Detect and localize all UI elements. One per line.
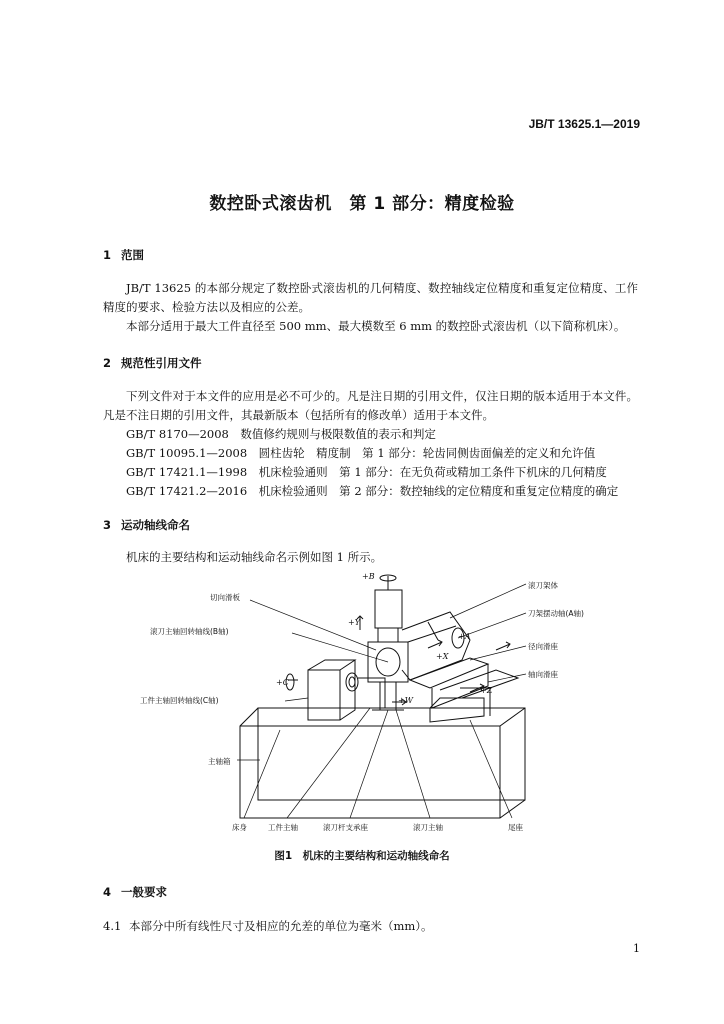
machine-diagram: [140, 570, 620, 838]
label-radial-slide: 径向滑座: [528, 642, 558, 651]
axis-label-a: +A: [458, 632, 471, 641]
paragraph: 机床的主要结构和运动轴线命名示例如图 1 所示。: [126, 550, 383, 564]
section-number: 1: [103, 248, 112, 262]
figure-caption: 图1 机床的主要结构和运动轴线命名: [274, 850, 450, 862]
axis-label-b: +B: [362, 572, 375, 581]
section-heading-2: [103, 355, 202, 371]
label-tailstock: 尾座: [508, 823, 523, 832]
label-work-spindle-axis: 工件主轴回转轴线(C轴): [140, 696, 219, 705]
section-heading-4: [103, 884, 167, 900]
section-title: 运动轴线命名: [121, 518, 190, 532]
section-3-body: [103, 548, 638, 567]
clause-number: 4.1: [103, 919, 122, 933]
label-swivel-axis: 刀架摆动轴(A轴): [528, 609, 584, 618]
section-heading-1: [103, 247, 144, 263]
label-hob-spindle: 滚刀主轴: [413, 823, 443, 832]
label-axial-slide: 轴向滑座: [528, 670, 558, 679]
paragraph: 下列文件对于本文件的应用是必不可少的。凡是注日期的引用文件，仅注日期的版本适用于本文件。凡是不注日期的引用文件，其最新版本（包括所有的修改单）适用于本文件。: [103, 389, 638, 422]
axis-label-y: +Y: [348, 618, 360, 627]
standard-number: JB/T 13625.1—2019: [528, 117, 640, 131]
section-heading-3: [103, 517, 190, 533]
section-title: 一般要求: [121, 885, 167, 899]
axis-label-z: +Z: [480, 686, 493, 695]
paragraph: 本部分适用于最大工件直径至 500 mm、最大模数至 6 mm 的数控卧式滚齿机（以下简称机床）。: [126, 319, 626, 333]
axis-label-w: +W: [398, 696, 413, 705]
section-title: 规范性引用文件: [121, 356, 202, 370]
section-2-body: [103, 387, 638, 425]
label-headstock: 主轴箱: [208, 757, 231, 766]
section-number: 3: [103, 518, 112, 532]
clause-4-1: [103, 918, 433, 934]
label-hob-spindle-axis: 滚刀主轴回转轴线(B轴): [150, 627, 229, 636]
reference-item: GB/T 8170—2008 数值修约规则与极限数值的表示和判定: [126, 427, 436, 441]
section-1-body: [103, 279, 638, 336]
axis-label-c: +C: [276, 678, 289, 687]
paragraph: JB/T 13625 的本部分规定了数控卧式滚齿机的几何精度、数控轴线定位精度和重复定位精度、工作精度的要求、检验方法以及相应的公差。: [103, 281, 638, 314]
document-title: 数控卧式滚齿机 第 1 部分：精度检验: [209, 194, 515, 214]
label-hob-arbor-support: 滚刀杆支承座: [323, 823, 368, 832]
reference-list: [126, 425, 618, 501]
section-title: 范围: [121, 248, 144, 262]
section-number: 2: [103, 356, 112, 370]
label-bed: 床身: [232, 823, 247, 832]
reference-item: GB/T 17421.2—2016 机床检验通则 第 2 部分：数控轴线的定位精度和重复定位精度的确定: [126, 484, 619, 498]
label-tangential-slide: 切向滑板: [210, 593, 240, 602]
page-number: 1: [633, 942, 640, 955]
clause-text: 本部分中所有线性尺寸及相应的允差的单位为毫米（mm）。: [129, 919, 433, 933]
reference-item: GB/T 17421.1—1998 机床检验通则 第 1 部分：在无负荷或精加工条件下机床的几何精度: [126, 465, 607, 479]
axis-label-x: +X: [436, 652, 449, 661]
label-work-spindle: 工件主轴: [268, 823, 298, 832]
label-hob-head: 滚刀架体: [528, 581, 558, 590]
reference-item: GB/T 10095.1—2008 圆柱齿轮 精度制 第 1 部分：轮齿同侧齿面偏差的定义和允许值: [126, 446, 596, 460]
section-number: 4: [103, 885, 112, 899]
